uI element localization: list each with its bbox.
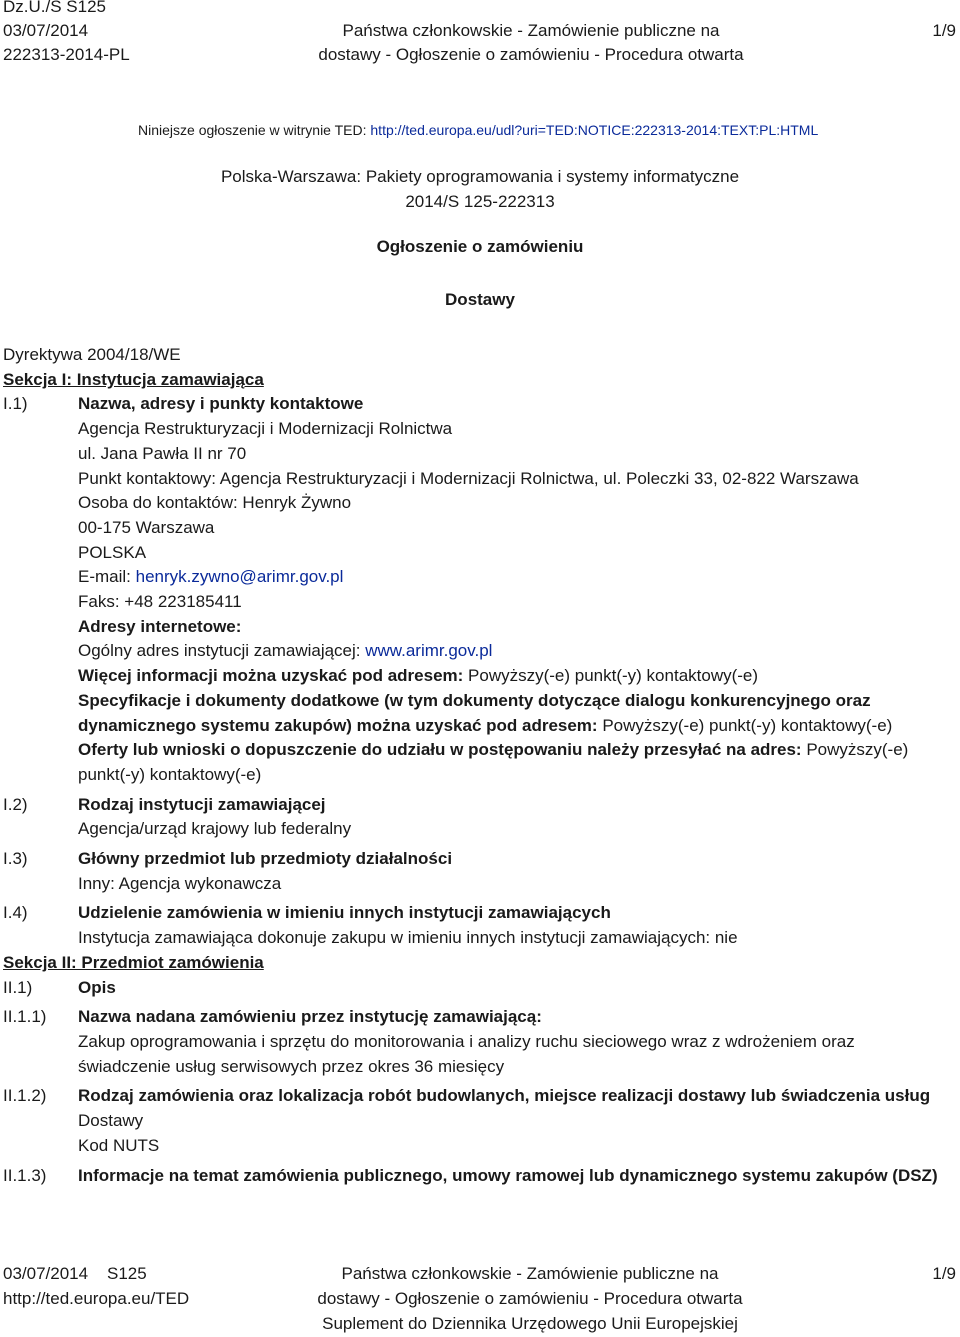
email-label: E-mail: xyxy=(78,567,136,587)
notice-type: Ogłoszenie o zamówieniu xyxy=(376,237,584,256)
footer-title-line1: Państwa członkowskie - Zamówienie publiczne na xyxy=(341,1264,719,1283)
section-value: Instytucja zamawiająca dokonuje zakupu w imieniu innych instytucji zamawiających: nie xyxy=(78,928,738,948)
internet-addresses-heading: Adresy internetowe: xyxy=(78,616,242,636)
section-number: I.1) xyxy=(3,394,28,414)
section-ii1 xyxy=(0,976,960,1001)
email-line xyxy=(78,565,946,590)
section-ii13 xyxy=(0,1164,960,1189)
ted-notice-prefix: Niniejsze ogłoszenie w witrynie TED: xyxy=(138,122,371,138)
section-number: I.3) xyxy=(3,849,28,869)
offers-line xyxy=(78,738,946,787)
section-ii11 xyxy=(0,1005,960,1079)
section-1-heading: Sekcja I: Instytucja zamawiająca xyxy=(3,369,264,389)
header-title-line2: dostawy - Ogłoszenie o zamówieniu - Procedura otwarta xyxy=(318,45,744,64)
section-number: II.1.3) xyxy=(3,1165,47,1185)
section-value: Agencja/urząd krajowy lub federalny xyxy=(78,819,352,839)
header-page-number: 1/9 xyxy=(932,21,956,40)
general-address-line xyxy=(78,639,946,664)
section-ii12 xyxy=(0,1084,960,1158)
section-number: II.1.1) xyxy=(3,1007,47,1027)
section-heading: Udzielenie zamówienia w imieniu innych instytucji zamawiających xyxy=(78,903,611,923)
section-i4 xyxy=(0,901,960,950)
offers-value: Powyższy(-e) punkt(-y) kontaktowy(-e) xyxy=(78,740,909,784)
offers-label: Oferty lub wnioski o dopuszczenie do udziału w postępowaniu należy przesyłać na adres: xyxy=(78,740,807,760)
footer-ted-link[interactable]: http://ted.europa.eu/TED xyxy=(3,1289,190,1308)
more-info-line xyxy=(78,664,946,689)
contract-type: Dostawy xyxy=(445,290,515,309)
page-header xyxy=(0,0,960,70)
postal-code: 00-175 Warszawa xyxy=(78,517,215,537)
specs-value: Powyższy(-e) punkt(-y) kontaktowy(-e) xyxy=(602,715,893,735)
section-i3 xyxy=(0,847,960,896)
section-value: Dostawy xyxy=(78,1111,144,1131)
section-heading: Nazwa, adresy i punkty kontaktowe xyxy=(78,394,364,414)
section-number: I.2) xyxy=(3,794,28,814)
general-address-label: Ogólny adres instytucji zamawiającej: xyxy=(78,641,366,661)
notice-title: Polska-Warszawa: Pakiety oprogramowania i systemy informatyczne xyxy=(220,167,740,186)
specs-label: Specyfikacje i dokumenty dodatkowe (w tym dokumenty dotyczące dialogu konkurencyjnego oraz dynamicznego systemu zakupów) można uzyskać pod adresem: xyxy=(78,690,871,735)
section-value: Zakup oprogramowania i sprzętu do monitorowania i analizy ruchu sieciowego wraz z wdrożeniem oraz świadczenie usług serwisowych przez okres 36 miesięcy xyxy=(78,1031,855,1076)
document-body xyxy=(0,343,960,1188)
ted-notice-link[interactable]: http://ted.europa.eu/udl?uri=TED:NOTICE:222313-2014:TEXT:PL:HTML xyxy=(370,122,819,138)
section-heading: Rodzaj instytucji zamawiającej xyxy=(78,794,326,814)
header-doc-id: 222313-2014-PL xyxy=(3,45,130,64)
section-number: II.1) xyxy=(3,977,33,997)
more-info-value: Powyższy(-e) punkt(-y) kontaktowy(-e) xyxy=(468,666,759,686)
fax-line: Faks: +48 223185411 xyxy=(78,592,242,612)
country: POLSKA xyxy=(78,542,147,562)
section-i2 xyxy=(0,793,960,842)
header-date: 03/07/2014 xyxy=(3,21,89,40)
general-address-link[interactable]: www.arimr.gov.pl xyxy=(365,641,493,661)
ted-notice-line xyxy=(138,122,818,138)
contact-point: Punkt kontaktowy: Agencja Restrukturyzacji i Modernizacji Rolnictwa, ul. Poleczki 33, 02-822 Warszawa xyxy=(78,468,859,488)
footer-date-issue: 03/07/2014 S125 xyxy=(3,1264,147,1283)
section-i1 xyxy=(0,392,960,787)
section-heading: Główny przedmiot lub przedmioty działalności xyxy=(78,849,453,869)
section-heading: Opis xyxy=(78,977,116,997)
notice-number: 2014/S 125-222313 xyxy=(405,192,555,211)
page-footer xyxy=(0,1262,960,1334)
street-address: ul. Jana Pawła II nr 70 xyxy=(78,443,247,463)
footer-page-number: 1/9 xyxy=(932,1264,956,1283)
specs-line xyxy=(78,689,946,738)
section-2-heading: Sekcja II: Przedmiot zamówienia xyxy=(3,952,264,972)
journal-ref: Dz.U./S S125 xyxy=(3,0,106,16)
section-heading: Informacje na temat zamówienia publicznego, umowy ramowej lub dynamicznego systemu zakupów (DSZ) xyxy=(78,1165,938,1185)
section-value: Kod NUTS xyxy=(78,1135,160,1155)
header-title-line1: Państwa członkowskie - Zamówienie publiczne na xyxy=(342,21,720,40)
footer-title-line3: Suplement do Dziennika Urzędowego Unii Europejskiej xyxy=(322,1314,738,1333)
more-info-label: Więcej informacji można uzyskać pod adresem: xyxy=(78,666,469,686)
organization-name: Agencja Restrukturyzacji i Modernizacji Rolnictwa xyxy=(78,419,453,439)
section-number: II.1.2) xyxy=(3,1086,47,1106)
footer-title-line2: dostawy - Ogłoszenie o zamówieniu - Procedura otwarta xyxy=(317,1289,743,1308)
email-link[interactable]: henryk.zywno@arimr.gov.pl xyxy=(135,567,344,587)
section-heading: Rodzaj zamówienia oraz lokalizacja robót budowlanych, miejsce realizacji dostawy lub świadczenia usług xyxy=(78,1086,931,1106)
section-value: Inny: Agencja wykonawcza xyxy=(78,873,282,893)
directive: Dyrektywa 2004/18/WE xyxy=(3,345,181,364)
section-number: I.4) xyxy=(3,903,28,923)
contact-person: Osoba do kontaktów: Henryk Żywno xyxy=(78,493,352,513)
section-heading: Nazwa nadana zamówieniu przez instytucję zamawiającą: xyxy=(78,1007,542,1027)
